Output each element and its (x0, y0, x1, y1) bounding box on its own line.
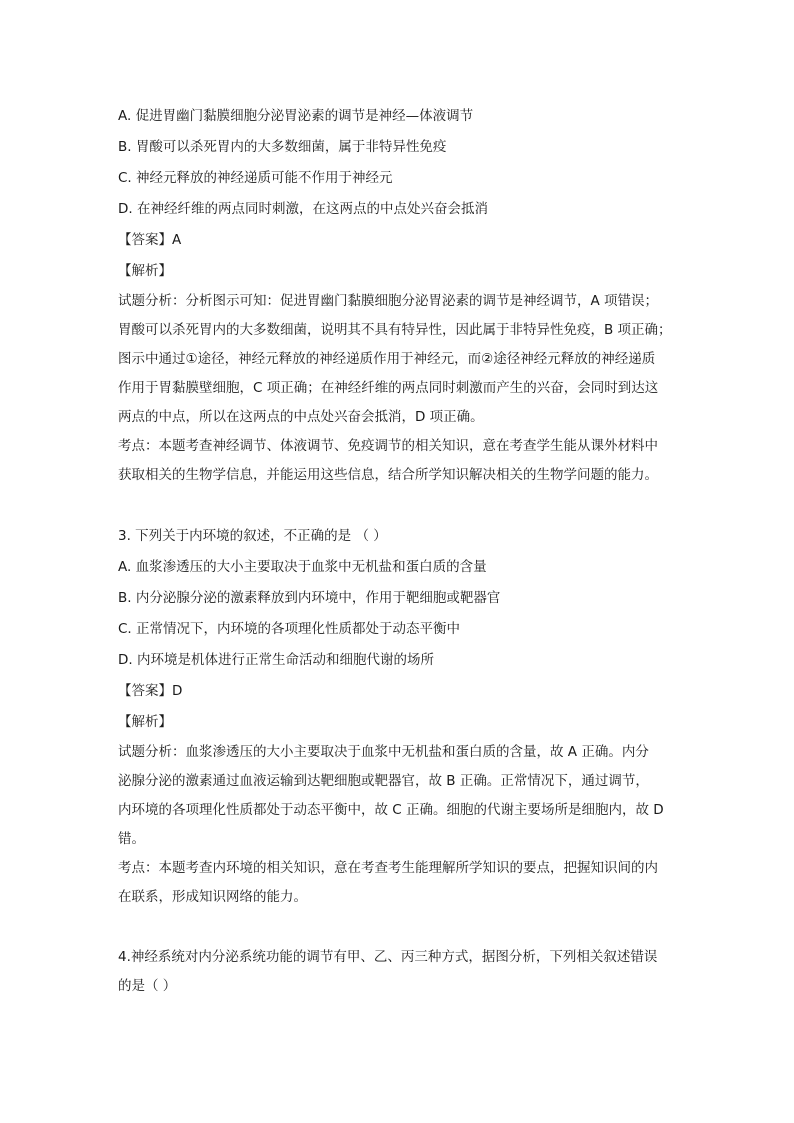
q3-analysis (118, 738, 678, 854)
q3-options (118, 552, 678, 676)
q3-option-d: D. 内环境是机体进行正常生命活动和细胞代谢的场所 (118, 652, 434, 668)
q2-answer: 【答案】A (118, 232, 182, 248)
q3-analysis-line: 错。 (118, 831, 145, 847)
q4-stem (118, 943, 678, 1001)
q3-option-a: A. 血浆渗透压的大小主要取决于血浆中无机盐和蛋白质的含量 (118, 559, 487, 575)
q2-option-d: D. 在神经纤维的两点同时刺激，在这两点的中点处兴奋会抵消 (118, 201, 488, 217)
q2-analysis-line: 图示中通过①途径，神经元释放的神经递质作用于神经元，而②途径神经元释放的神经递质 (118, 351, 656, 367)
q3-option-b: B. 内分泌腺分泌的激素释放到内环境中，作用于靶细胞或靶器官 (118, 590, 501, 606)
q2-option-a: A. 促进胃幽门黏膜细胞分泌胃泌素的调节是神经—体液调节 (118, 108, 474, 124)
q3-kaodian-line: 考点：本题考查内环境的相关知识，意在考查考生能理解所学知识的要点，把握知识间的内 (118, 860, 658, 876)
q2-options (118, 101, 678, 225)
q2-analysis-line: 胃酸可以杀死胃内的大多数细菌，说明其不具有特异性，因此属于非特异性免疫，B 项正确； (118, 322, 672, 338)
spacer (118, 912, 678, 943)
q2-kaodian-line: 获取相关的生物学信息，并能运用这些信息，结合所学知识解决相关的生物学问题的能力。 (118, 467, 658, 483)
q2-kaodian-line: 考点：本题考查神经调节、体液调节、免疫调节的相关知识，意在考查学生能从课外材料中 (118, 438, 658, 454)
spacer (118, 490, 678, 521)
q4-stem-line: 的是（ ） (118, 978, 177, 994)
document-page (118, 101, 678, 1001)
q3-option-c: C. 正常情况下，内环境的各项理化性质都处于动态平衡中 (118, 621, 461, 637)
q2-kaodian (118, 432, 678, 490)
q4-stem-line: 4.神经系统对内分泌系统功能的调节有甲、乙、丙三种方式，据图分析，下列相关叙述错误 (118, 949, 658, 965)
q2-analysis (118, 287, 678, 432)
q2-analysis-line: 作用于胃黏膜壁细胞，C 项正确；在神经纤维的两点同时刺激而产生的兴奋，会同时到达这 (118, 380, 659, 396)
q3-analysis-line: 内环境的各项理化性质都处于动态平衡中，故 C 正确。细胞的代谢主要场所是细胞内，故 D (118, 802, 664, 818)
q2-analysis-line: 两点的中点，所以在这两点的中点处兴奋会抵消，D 项正确。 (118, 409, 484, 425)
q2-analysis-heading: 【解析】 (118, 263, 172, 279)
q3-answer: 【答案】D (118, 683, 183, 699)
q3-analysis-heading: 【解析】 (118, 714, 172, 730)
q2-analysis-line: 试题分析：分析图示可知：促进胃幽门黏膜细胞分泌胃泌素的调节是神经调节，A 项错误； (118, 293, 659, 309)
q3-stem: 3. 下列关于内环境的叙述，不正确的是 （ ） (118, 528, 387, 544)
q2-option-b: B. 胃酸可以杀死胃内的大多数细菌，属于非特异性免疫 (118, 139, 447, 155)
q3-kaodian (118, 854, 678, 912)
q3-analysis-line: 试题分析：血浆渗透压的大小主要取决于血浆中无机盐和蛋白质的含量，故 A 正确。内分 (118, 744, 649, 760)
q3-analysis-line: 泌腺分泌的激素通过血液运输到达靶细胞或靶器官，故 B 正确。正常情况下，通过调节， (118, 773, 649, 789)
q2-option-c: C. 神经元释放的神经递质可能不作用于神经元 (118, 170, 393, 186)
q3-kaodian-line: 在联系，形成知识网络的能力。 (118, 889, 307, 905)
